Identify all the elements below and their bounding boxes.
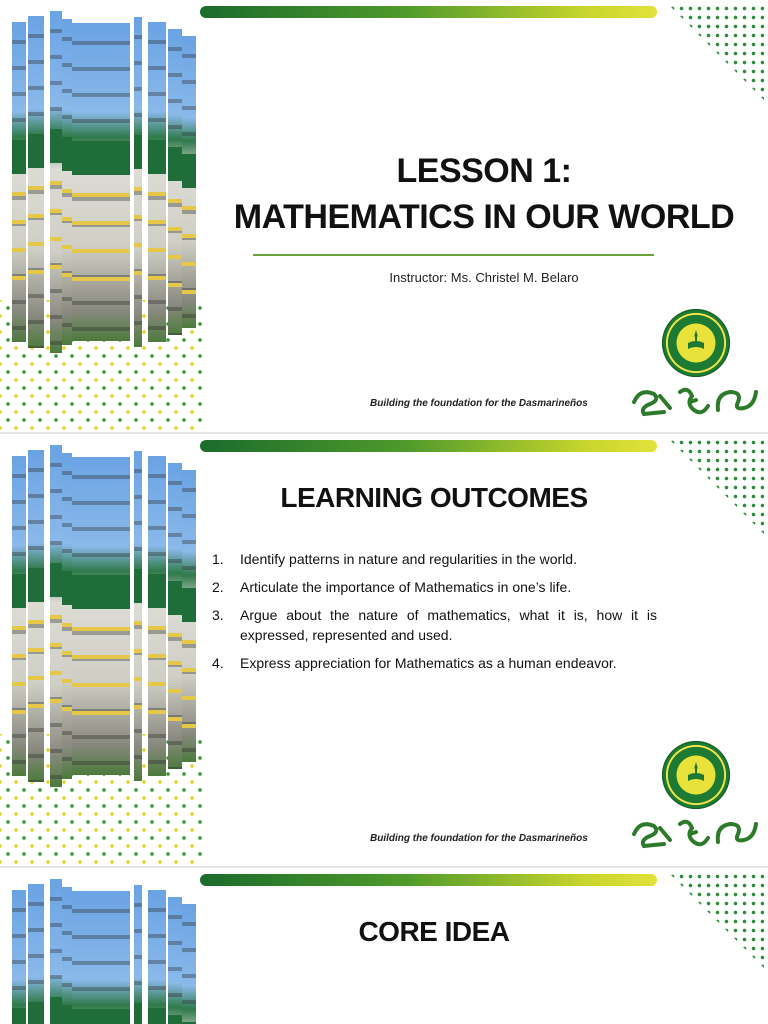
photo-strip (168, 463, 182, 769)
title-line-1: LESSON 1: (396, 152, 572, 190)
photo-strip (62, 453, 72, 779)
photo-strip (148, 22, 166, 342)
photo-strip (134, 451, 142, 781)
dot-pattern-top-right (668, 872, 764, 968)
photo-strip (28, 16, 44, 348)
list-item: 4. Express appreciation for Mathematics as a human endeavor. (212, 655, 617, 671)
dot-pattern-top-right (668, 4, 764, 100)
photo-strip (72, 457, 130, 775)
title-line-2: MATHEMATICS IN OUR WORLD (233, 198, 735, 236)
photo-strip (62, 19, 72, 345)
header-gradient-bar (200, 874, 657, 886)
photo-strip (50, 11, 62, 353)
school-seal-icon (662, 741, 730, 809)
building-photo-strips (12, 12, 198, 344)
photo-strip (12, 456, 26, 776)
photo-strip (148, 456, 166, 776)
slide-title: LEARNING OUTCOMES (280, 482, 588, 513)
tagline: Building the foundation for the Dasmarineños (370, 833, 588, 844)
header-gradient-bar (200, 6, 657, 18)
photo-strip (182, 904, 196, 1024)
photo-strip (50, 445, 62, 787)
building-photo-strips (12, 446, 198, 778)
photo-strip (72, 23, 130, 341)
list-item: 2. Articulate the importance of Mathematics in one’s life. (212, 579, 572, 595)
outcomes-list (212, 549, 657, 681)
photo-strip (50, 879, 62, 1024)
baybayin-script-icon (630, 382, 762, 422)
photo-strip (12, 890, 26, 1024)
photo-strip (168, 897, 182, 1024)
building-photo-strips (12, 880, 198, 1024)
photo-strip (28, 450, 44, 782)
slide-core-idea (0, 868, 768, 1024)
photo-strip (134, 885, 142, 1024)
photo-strip (12, 22, 26, 342)
photo-strip (182, 470, 196, 762)
slide-title: CORE IDEA (358, 916, 510, 947)
photo-strip (72, 891, 130, 1024)
slide-title (0, 0, 768, 432)
photo-strip (134, 17, 142, 347)
photo-strip (168, 29, 182, 335)
dot-pattern-top-right (668, 438, 764, 534)
instructor-text: Instructor: Ms. Christel M. Belaro (389, 270, 579, 285)
tagline: Building the foundation for the Dasmarineños (370, 398, 588, 409)
list-item: 1. Identify patterns in nature and regularities in the world. (212, 551, 577, 567)
slide-learning-outcomes (0, 434, 768, 866)
photo-strip (28, 884, 44, 1024)
school-seal-icon (662, 309, 730, 377)
list-item: 3. Argue about the nature of mathematics, what it is, how it is expressed, represented and used. (212, 607, 657, 643)
header-gradient-bar (200, 440, 657, 452)
photo-strip (182, 36, 196, 328)
title-divider (253, 254, 654, 256)
baybayin-script-icon (630, 814, 762, 854)
photo-strip (62, 887, 72, 1024)
photo-strip (148, 890, 166, 1024)
